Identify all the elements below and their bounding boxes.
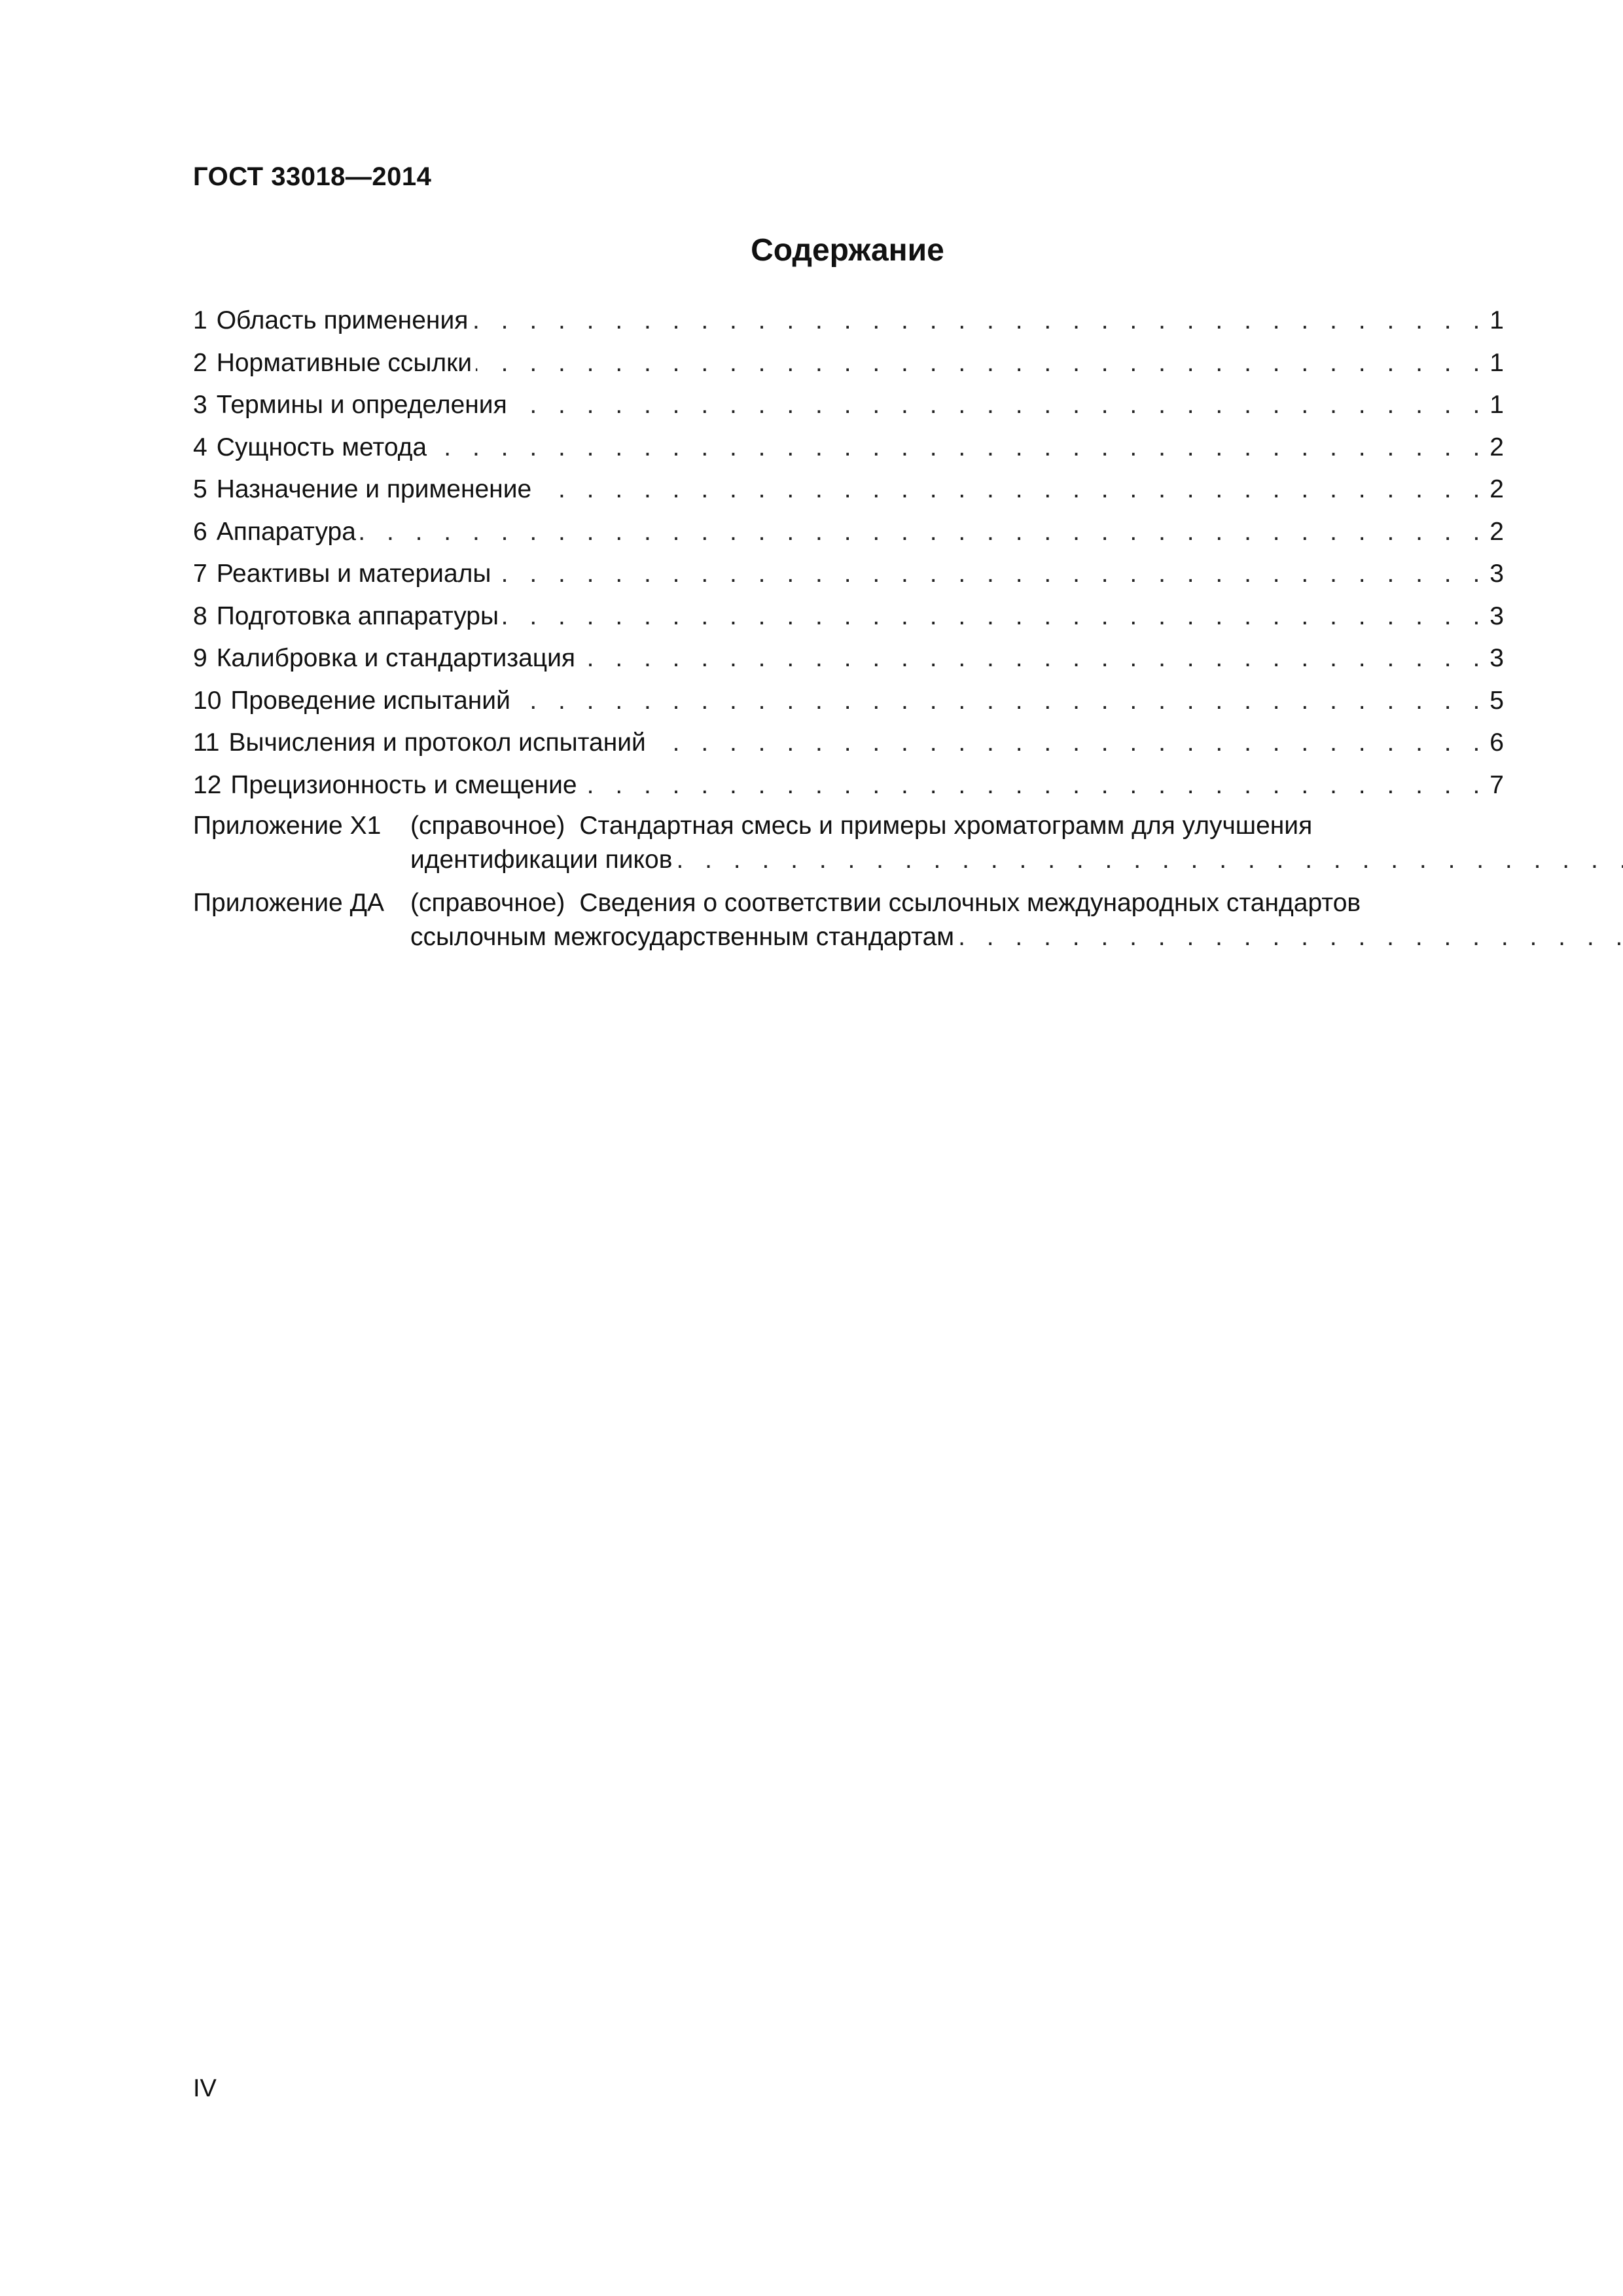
toc-entry-page: 3 (1489, 560, 1504, 588)
toc-entry-page: 1 (1489, 306, 1504, 334)
dot-leader (535, 469, 1487, 511)
dot-leader (581, 764, 1488, 807)
spacer (193, 877, 1504, 884)
toc-entry[interactable] (193, 637, 1504, 680)
toc-entry-title: Проведение испытаний (230, 686, 510, 715)
dot-leader (360, 511, 1487, 554)
dot-leader (650, 722, 1487, 764)
toc-annex-entry[interactable] (193, 809, 1504, 877)
dot-leader (503, 596, 1487, 638)
annex-label: Приложение Х1 (193, 812, 382, 840)
annex-type: (справочное) (410, 812, 565, 840)
toc-entry-title: Назначение и применение (216, 475, 532, 503)
toc-entry-number: 10 (193, 686, 222, 715)
toc-entry-number: 8 (193, 601, 207, 630)
toc-entry[interactable] (193, 680, 1504, 723)
toc-entry-page: 1 (1489, 391, 1504, 419)
toc-entry[interactable] (193, 300, 1504, 342)
toc-entry[interactable] (193, 596, 1504, 638)
toc-entry-page: 3 (1489, 644, 1504, 672)
toc-entry-title: Область применения (216, 306, 469, 334)
annex-label: Приложение ДА (193, 889, 385, 917)
annex-body (410, 809, 1623, 877)
annex-title-line-1: Сведения о соответствии ссылочных международных стандартов (579, 889, 1361, 917)
toc-entry-number: 5 (193, 475, 207, 503)
dot-leader (431, 427, 1487, 469)
toc-entry-number: 2 (193, 348, 207, 377)
toc-entry[interactable] (193, 384, 1504, 427)
toc-entry-title: Сущность метода (216, 433, 427, 461)
dot-leader (472, 300, 1487, 342)
toc-entry-page: 6 (1489, 728, 1504, 757)
toc-entry-number: 12 (193, 770, 222, 799)
dot-leader (958, 920, 1623, 954)
toc-entry-number: 4 (193, 433, 207, 461)
toc-entry-title: Калибровка и стандартизация (216, 644, 576, 672)
toc-entry-title: Подготовка аппаратуры (216, 601, 499, 630)
toc-entry-title: Термины и определения (216, 391, 507, 419)
toc-entry-page: 3 (1489, 601, 1504, 630)
toc-entry-page: 2 (1489, 475, 1504, 503)
toc-entry-number: 3 (193, 391, 207, 419)
toc-entry-number: 11 (193, 728, 220, 757)
annex-type: (справочное) (410, 889, 565, 917)
dot-leader (476, 342, 1487, 385)
toc-entry[interactable] (193, 722, 1504, 764)
toc-entry-title: Аппаратура (216, 517, 356, 546)
toc-entry-page: 5 (1489, 686, 1504, 715)
dot-leader (579, 637, 1487, 680)
toc-entry-number: 7 (193, 560, 207, 588)
dot-leader (495, 553, 1487, 596)
dot-leader (514, 680, 1487, 723)
toc-entry[interactable] (193, 553, 1504, 596)
annex-title-line-2: идентификации пиков (410, 846, 673, 874)
annex-body (410, 886, 1623, 954)
toc-entry-page: 1 (1489, 348, 1504, 377)
toc-entry-title: Реактивы и материалы (216, 560, 491, 588)
page-number: IV (193, 2075, 217, 2102)
toc-entry-page: 2 (1489, 433, 1504, 461)
toc-entry-page: 7 (1489, 770, 1504, 799)
dot-leader (676, 843, 1623, 877)
toc-entry[interactable] (193, 342, 1504, 385)
toc-entry-title: Прецизионность и смещение (230, 770, 577, 799)
toc-entry[interactable] (193, 511, 1504, 554)
toc-entry-title: Вычисления и протокол испытаний (228, 728, 646, 757)
table-of-contents (193, 300, 1504, 954)
toc-title: Содержание (751, 233, 944, 268)
document-code: ГОСТ 33018—2014 (193, 162, 432, 191)
toc-entry[interactable] (193, 427, 1504, 469)
toc-entry[interactable] (193, 469, 1504, 511)
toc-annex-entry[interactable] (193, 886, 1504, 954)
toc-entry-number: 9 (193, 644, 207, 672)
toc-entry-page: 2 (1489, 517, 1504, 546)
dot-leader (511, 384, 1488, 427)
toc-entry-title: Нормативные ссылки (216, 348, 472, 377)
annex-title-line-2: ссылочным межгосударственным стандартам (410, 923, 955, 951)
toc-entry-number: 6 (193, 517, 207, 546)
toc-entry-number: 1 (193, 306, 207, 334)
annex-title-line-1: Стандартная смесь и примеры хроматограмм для улучшения (579, 812, 1313, 840)
toc-entry[interactable] (193, 764, 1504, 807)
